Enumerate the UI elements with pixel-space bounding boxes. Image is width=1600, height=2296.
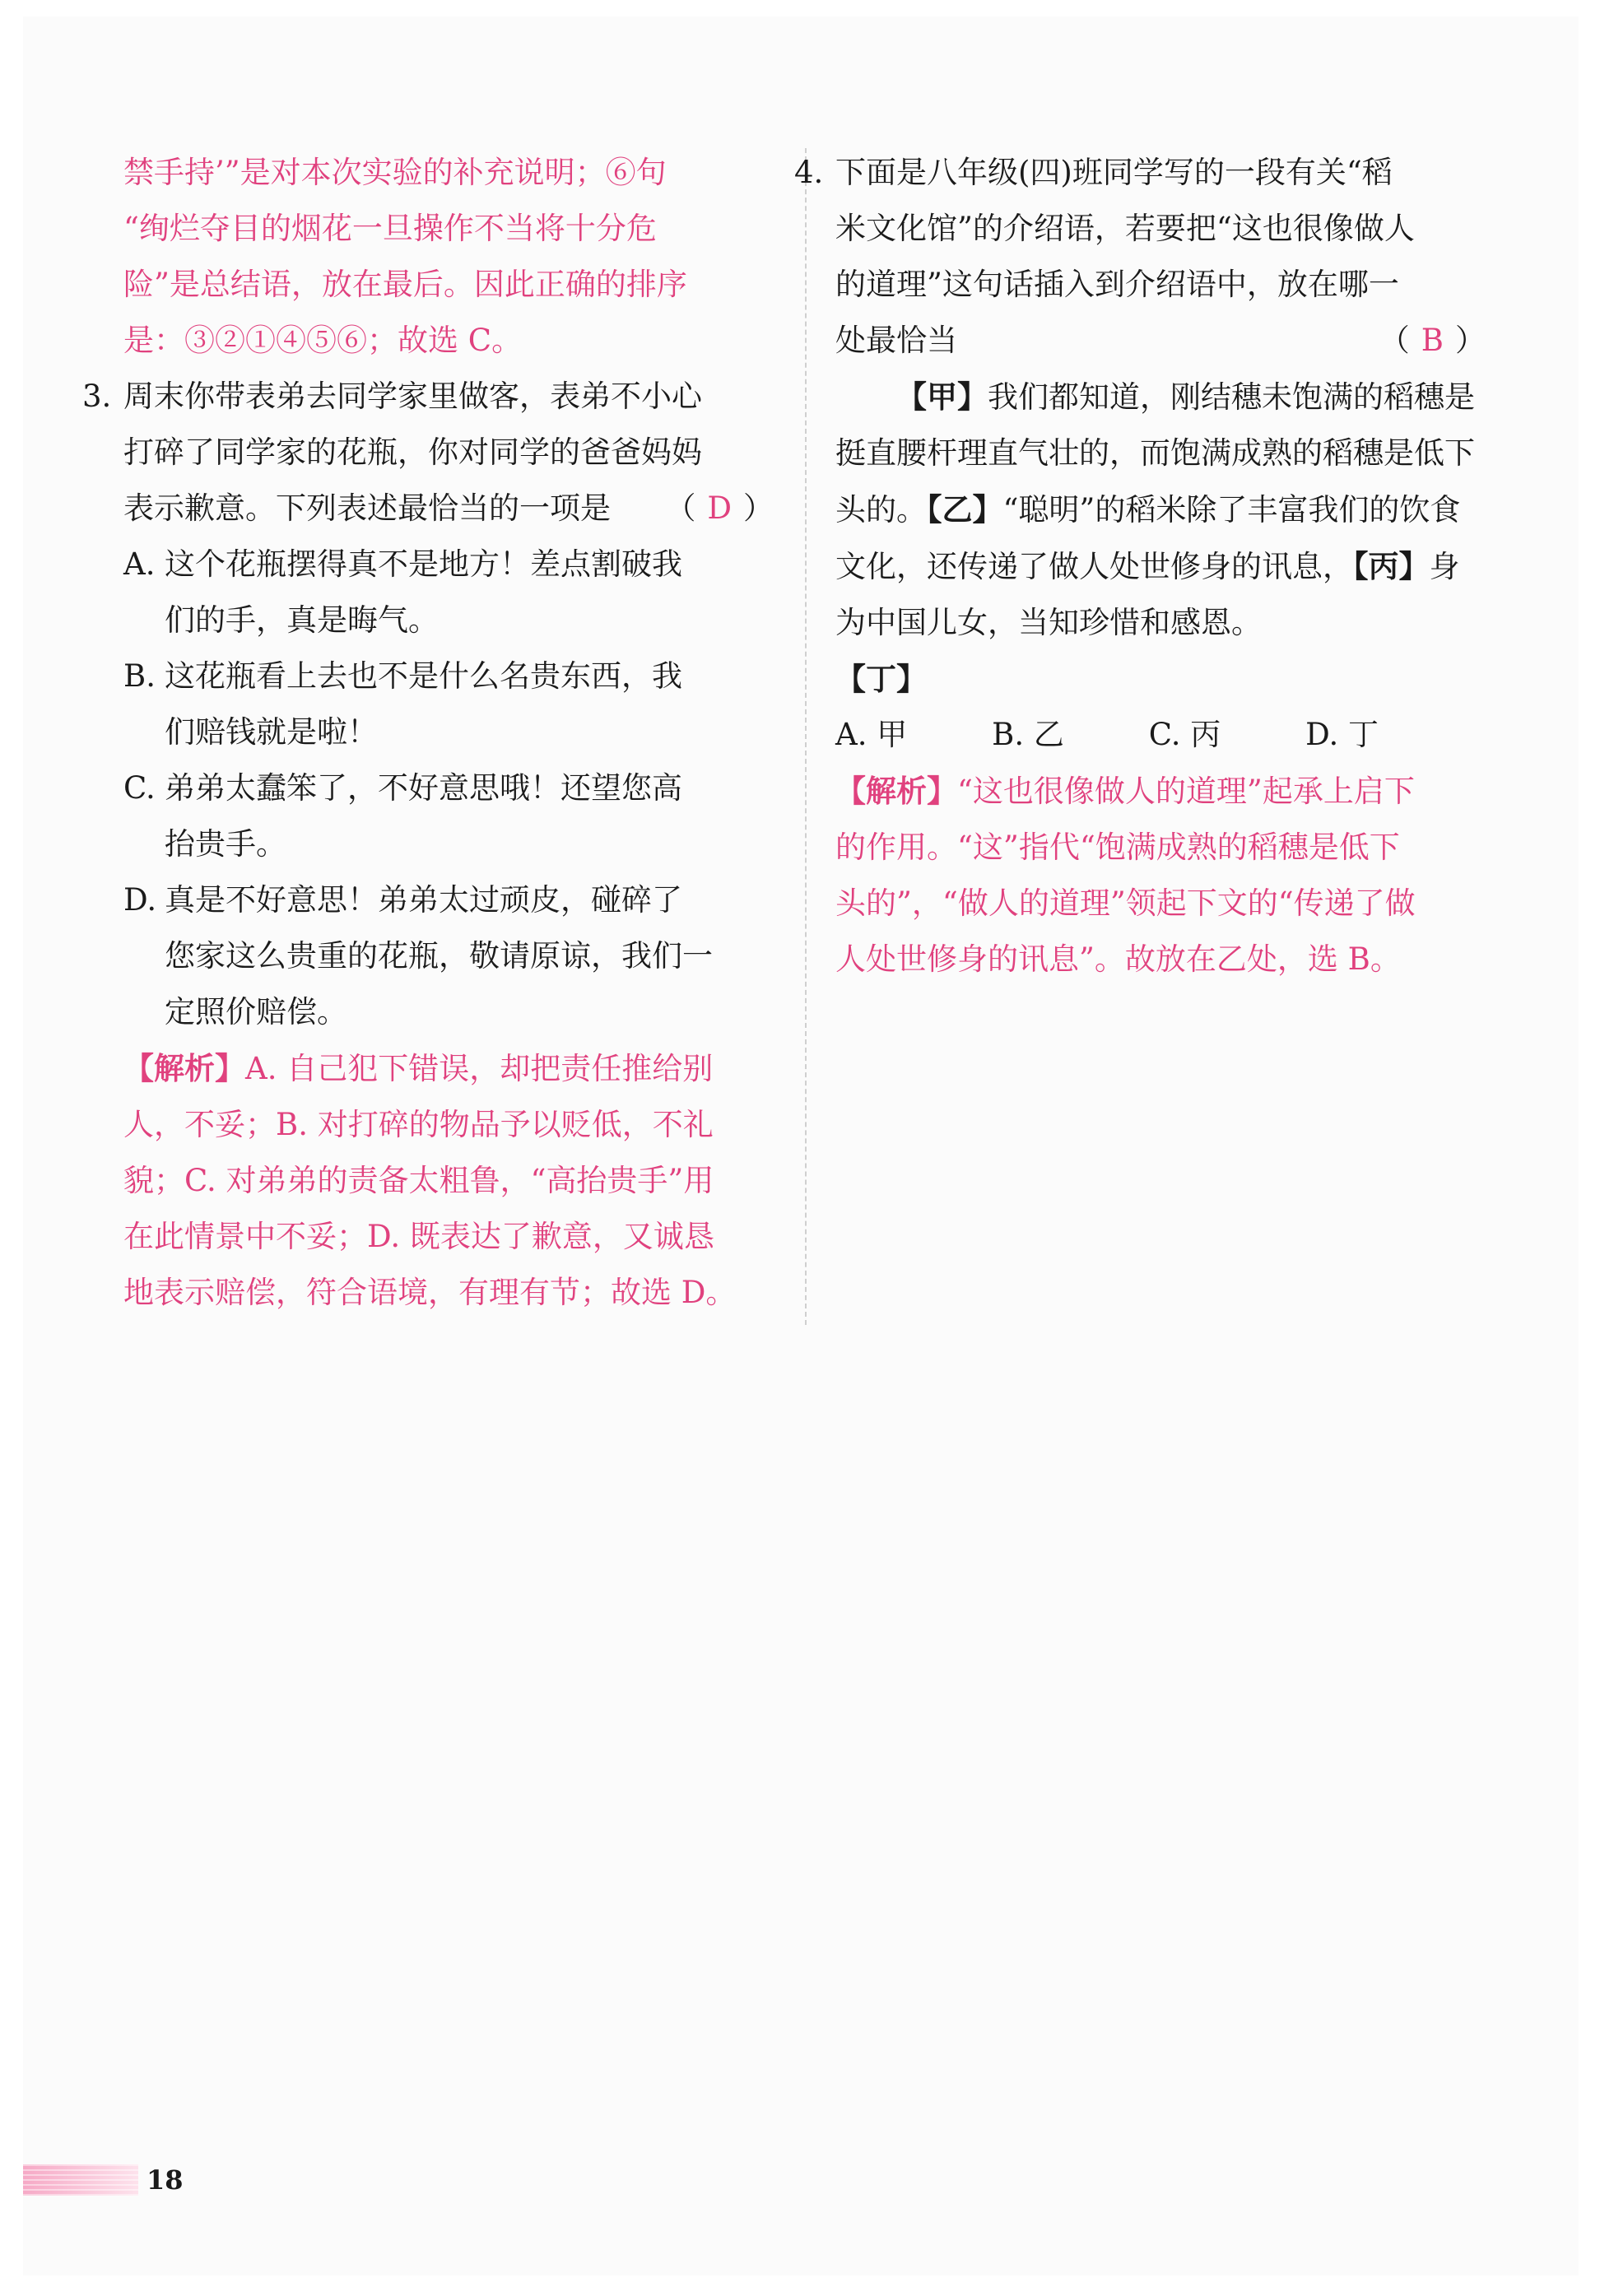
text-line: 的道理”这句话插入到介绍语中，放在哪一 xyxy=(835,267,1399,302)
footer-stripes xyxy=(23,2164,138,2196)
option-key: A. xyxy=(123,546,156,582)
passage-text: 身为中国儿女，当知珍惜和感恩。 xyxy=(835,549,1460,640)
paren-open: （ xyxy=(1379,323,1410,358)
option-line: 这个花瓶摆得真不是地方！差点割破我 xyxy=(165,546,682,582)
answer-choices xyxy=(835,707,1379,763)
option-d xyxy=(123,872,774,1040)
text-line: 险”是总结语，放在最后。因此正确的排序 xyxy=(123,267,687,302)
option-line: 弟弟太蠢笨了，不好意思哦！还望您高 xyxy=(165,770,682,806)
text-line: 下面是八年级(四)班同学写的一段有关“稻 xyxy=(835,155,1393,190)
analysis-text: A. 自己犯下错误，却把责任推给别 xyxy=(245,1051,714,1086)
option-line: 这花瓶看上去也不是什么名贵东西，我 xyxy=(165,658,682,694)
question-3 xyxy=(82,369,774,1321)
text-line: 在此情景中不妥；D. 既表达了歉意，又诚恳 xyxy=(123,1219,714,1254)
question-number: 3. xyxy=(82,379,112,414)
option-b xyxy=(123,648,774,760)
footer-accent-bar xyxy=(23,2164,138,2196)
option-key: B. xyxy=(123,658,156,694)
passage-paragraph xyxy=(835,369,1486,651)
option-line: 抬贵手。 xyxy=(165,826,286,862)
text-line: 米文化馆”的介绍语，若要把“这也很像做人 xyxy=(835,211,1415,246)
analysis-q4 xyxy=(835,763,1486,988)
option-line: 您家这么贵重的花瓶，敬请原谅，我们一 xyxy=(165,938,713,974)
choice-c: C. 丙 xyxy=(1148,717,1221,752)
option-line: 真是不好意思！弟弟太过顽皮，碰碎了 xyxy=(165,882,682,918)
option-line: 定照价赔偿。 xyxy=(165,994,347,1029)
text-line xyxy=(835,313,1486,369)
stem-text: 处最恰当 xyxy=(835,323,957,358)
passage-mark-jia: 【甲】 xyxy=(896,379,988,415)
answer-bracket xyxy=(665,481,774,537)
text-line: 人处世修身的讯息”。故放在乙处，选 B。 xyxy=(835,941,1401,977)
answer-bracket xyxy=(1379,313,1486,369)
analysis-label: 【解析】 xyxy=(123,1050,245,1086)
text-line: 貌；C. 对弟弟的责备太粗鲁，“高抬贵手”用 xyxy=(123,1163,714,1198)
text-line: 的作用。“这”指代“饱满成熟的稻穗是低下 xyxy=(835,830,1400,865)
text-line: 是：③②①④⑤⑥；故选 C。 xyxy=(123,323,523,358)
answer-letter: B xyxy=(1421,323,1444,358)
passage-mark-yi: 【乙】 xyxy=(927,491,1003,528)
paren-close: ） xyxy=(1455,323,1486,358)
passage-mark-bing: 【丙】 xyxy=(1353,548,1430,584)
choice-d: D. 丁 xyxy=(1305,717,1379,752)
answer-letter: D xyxy=(707,490,732,526)
paren-open: （ xyxy=(665,490,696,526)
previous-analysis-continuation xyxy=(123,145,774,369)
option-line: 们赔钱就是啦！ xyxy=(165,714,378,750)
text-line: 周末你带表弟去同学家里做客，表弟不小心 xyxy=(123,379,702,414)
text-line: “绚烂夺目的烟花一旦操作不当将十分危 xyxy=(123,211,657,246)
text-line: 地表示赔偿，符合语境，有理有节；故选 D。 xyxy=(123,1275,737,1310)
passage xyxy=(835,369,1486,707)
text-line: 头的”，“做人的道理”领起下文的“传递了做 xyxy=(835,885,1416,921)
option-key: C. xyxy=(123,770,156,806)
option-line: 们的手，真是晦气。 xyxy=(165,602,439,638)
choice-b: B. 乙 xyxy=(992,717,1064,752)
text-line: 打碎了同学家的花瓶，你对同学的爸爸妈妈 xyxy=(123,435,702,470)
stem-text: 表示歉意。下列表述最恰当的一项是 xyxy=(123,490,611,526)
right-column xyxy=(794,145,1486,988)
analysis-text: “这也很像做人的道理”起承上启下 xyxy=(957,774,1415,809)
option-c xyxy=(123,760,774,872)
passage-mark-ding: 【丁】 xyxy=(835,661,927,697)
question-4 xyxy=(794,145,1486,988)
question-stem xyxy=(835,145,1486,369)
text-line: 禁手持’”是对本次实验的补充说明；⑥句 xyxy=(123,155,667,190)
text-line xyxy=(123,481,774,537)
column-divider xyxy=(805,148,807,1325)
analysis-label: 【解析】 xyxy=(835,773,957,809)
passage-text: 我们都知道，刚结穗未饱满的稻穗是挺直腰杆理直气壮的，而饱满成熟的稻穗是低下头的。 xyxy=(835,379,1475,528)
text-line xyxy=(835,763,1486,820)
page-number: 18 xyxy=(147,2164,184,2196)
text-line: 人，不妥；B. 对打碎的物品予以贬低，不礼 xyxy=(123,1107,714,1142)
left-column xyxy=(82,145,774,1321)
option-key: D. xyxy=(123,882,157,918)
passage-text: “聪明”的稻米除了丰富我们的饮食文化，还传递了做人处世修身的讯息， xyxy=(835,492,1461,584)
choice-a: A. 甲 xyxy=(835,717,908,752)
paren-close: ） xyxy=(743,490,774,526)
question-stem xyxy=(123,369,774,537)
text-line xyxy=(123,1040,774,1097)
option-a xyxy=(123,537,774,648)
question-number: 4. xyxy=(794,155,824,190)
analysis-q3 xyxy=(123,1040,774,1321)
